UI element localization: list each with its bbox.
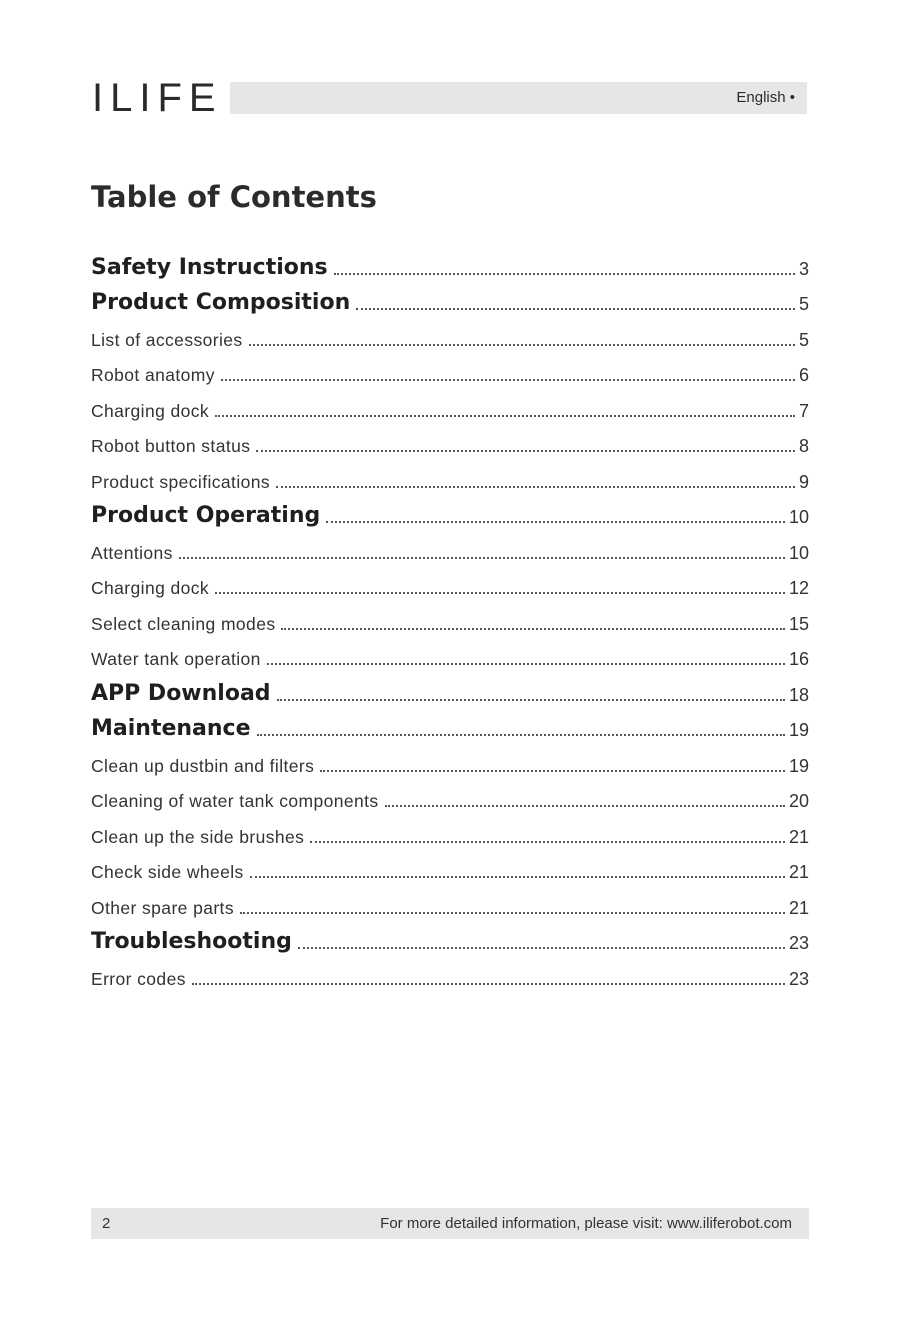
toc-entry-title: Troubleshooting: [91, 929, 292, 954]
page-number: 2: [102, 1215, 111, 1232]
toc-entry-page: 19: [788, 755, 809, 776]
language-bar: [230, 82, 807, 114]
toc-entry-page: 21: [788, 862, 809, 882]
toc-entry-page: 20: [788, 791, 809, 811]
toc-dot-leader: [221, 379, 795, 381]
toc-entry-page: 5: [798, 329, 809, 350]
toc-entry-page: 18: [788, 684, 809, 705]
toc-dot-leader: [256, 450, 795, 452]
toc-entry-page: 10: [788, 507, 809, 527]
toc-entry-title: Select cleaning modes: [91, 613, 276, 634]
toc-entry[interactable]: [91, 711, 809, 747]
toc-dot-leader: [298, 947, 785, 949]
toc-dot-leader: [385, 805, 785, 807]
brand-logo: ILIFE: [92, 76, 223, 120]
toc-dot-leader: [215, 592, 785, 594]
toc-entry-page: 23: [788, 968, 809, 989]
toc-entry[interactable]: [91, 853, 809, 889]
toc-entry-title: APP Download: [91, 680, 271, 706]
table-of-contents: [91, 249, 809, 995]
toc-dot-leader: [215, 415, 795, 417]
toc-dot-leader: [277, 699, 785, 701]
toc-entry-title: Charging dock: [91, 578, 210, 598]
toc-dot-leader: [310, 841, 785, 843]
toc-dot-leader: [281, 628, 784, 630]
toc-entry-page: 21: [788, 897, 809, 918]
toc-entry[interactable]: [91, 746, 809, 782]
toc-entry-page: 9: [798, 471, 809, 492]
toc-entry-page: 16: [788, 649, 809, 669]
toc-entry-title: Robot button status: [91, 436, 251, 456]
toc-entry-title: Error codes: [91, 968, 186, 989]
toc-dot-leader: [320, 770, 785, 772]
toc-entry-title: Maintenance: [91, 716, 251, 741]
toc-entry[interactable]: [91, 498, 809, 534]
toc-entry-title: Robot anatomy: [91, 365, 215, 385]
page-title: Table of Contents: [91, 180, 377, 214]
toc-entry-title: Attentions: [91, 542, 173, 563]
toc-entry[interactable]: [91, 391, 809, 427]
toc-entry-title: Product Composition: [91, 290, 351, 315]
toc-entry[interactable]: [91, 249, 809, 285]
toc-entry-page: 10: [788, 542, 809, 563]
toc-entry[interactable]: [91, 959, 809, 995]
toc-dot-leader: [249, 344, 795, 346]
toc-entry[interactable]: [91, 640, 809, 676]
toc-entry-title: List of accessories: [91, 329, 243, 350]
toc-entry[interactable]: [91, 462, 809, 498]
toc-entry-title: Clean up dustbin and filters: [91, 755, 315, 776]
toc-entry[interactable]: [91, 427, 809, 463]
toc-entry-title: Product specifications: [91, 471, 271, 492]
toc-dot-leader: [240, 912, 785, 914]
toc-entry-title: Other spare parts: [91, 897, 234, 918]
toc-entry-title: Safety Instructions: [91, 254, 328, 280]
toc-entry-page: 6: [798, 365, 809, 385]
toc-dot-leader: [179, 557, 785, 559]
toc-dot-leader: [250, 876, 785, 878]
footer-info: For more detailed information, please visit: www.iliferobot.com: [380, 1215, 792, 1232]
toc-entry[interactable]: [91, 320, 809, 356]
toc-entry-page: 8: [798, 436, 809, 456]
toc-entry[interactable]: [91, 356, 809, 392]
toc-dot-leader: [192, 983, 785, 985]
toc-entry-title: Cleaning of water tank components: [91, 791, 379, 811]
toc-entry[interactable]: [91, 604, 809, 640]
toc-entry-page: 23: [788, 933, 809, 953]
toc-dot-leader: [257, 734, 785, 736]
toc-entry-page: 12: [788, 578, 809, 598]
language-label: English •: [736, 89, 795, 106]
toc-entry[interactable]: [91, 817, 809, 853]
toc-entry-title: Product Operating: [91, 503, 321, 528]
toc-entry[interactable]: [91, 924, 809, 960]
toc-dot-leader: [326, 521, 785, 523]
toc-dot-leader: [356, 308, 795, 310]
toc-dot-leader: [334, 273, 795, 275]
toc-entry[interactable]: [91, 569, 809, 605]
toc-entry-title: Check side wheels: [91, 862, 244, 882]
toc-entry-title: Charging dock: [91, 400, 210, 421]
toc-dot-leader: [267, 663, 785, 665]
toc-entry[interactable]: [91, 533, 809, 569]
toc-entry-page: 3: [798, 258, 809, 279]
toc-entry[interactable]: [91, 675, 809, 711]
toc-dot-leader: [276, 486, 795, 488]
toc-entry[interactable]: [91, 285, 809, 321]
toc-entry-page: 15: [788, 613, 809, 634]
footer-bar: [91, 1208, 809, 1239]
toc-entry-page: 7: [798, 400, 809, 421]
toc-entry-page: 21: [788, 826, 809, 847]
toc-entry-title: Clean up the side brushes: [91, 826, 305, 847]
toc-entry-title: Water tank operation: [91, 649, 261, 669]
toc-entry[interactable]: [91, 782, 809, 818]
toc-entry[interactable]: [91, 888, 809, 924]
toc-entry-page: 5: [798, 294, 809, 314]
toc-entry-page: 19: [788, 720, 809, 740]
